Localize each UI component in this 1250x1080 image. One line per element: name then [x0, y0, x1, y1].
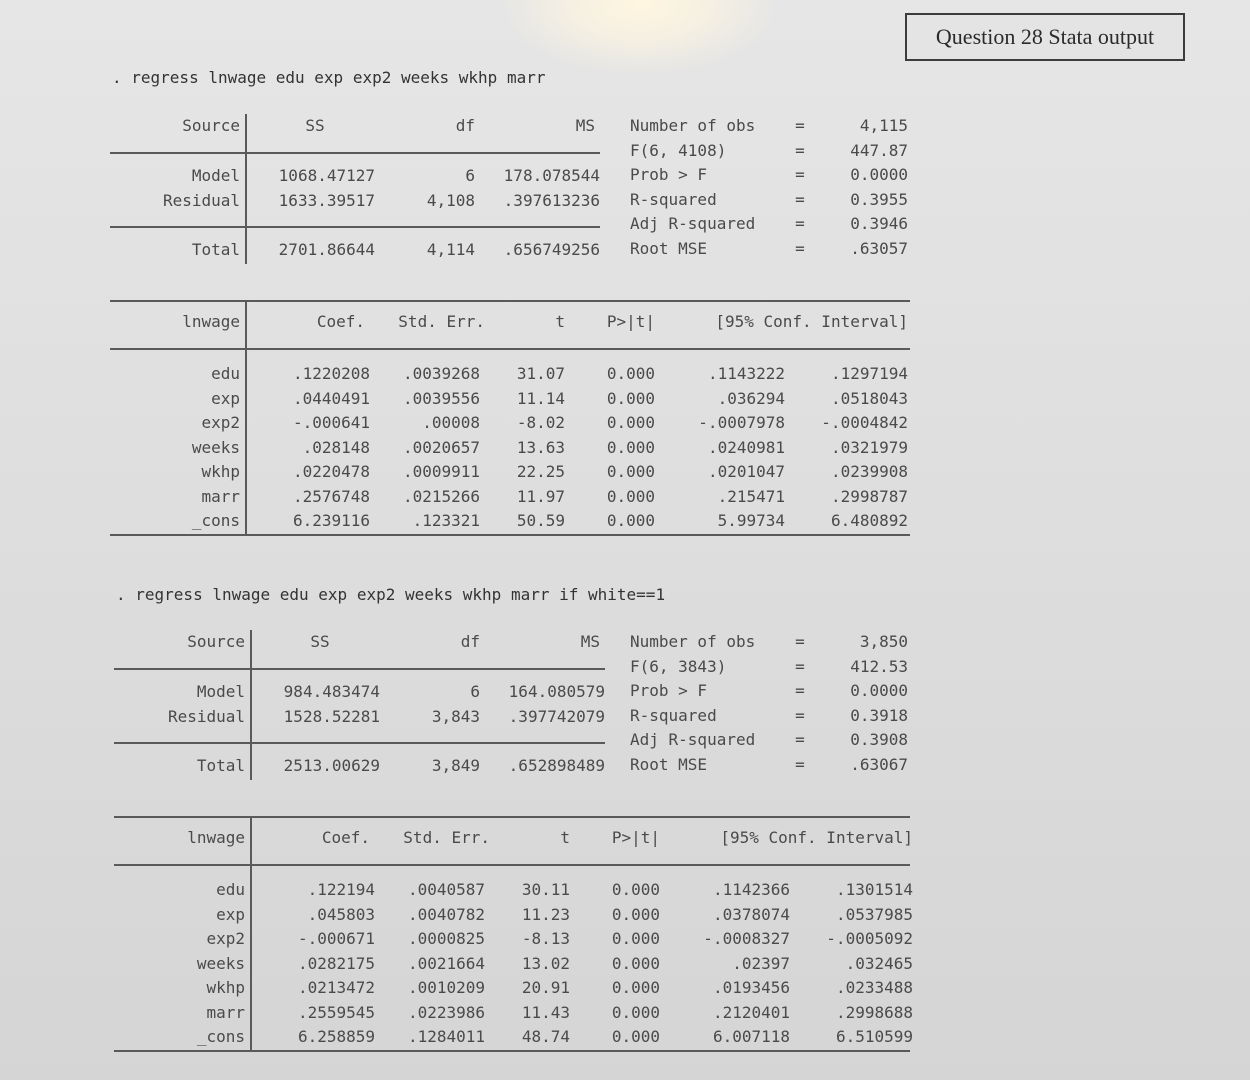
anova-header-rule [110, 152, 600, 154]
coef-var: exp [216, 904, 245, 924]
coef-var: exp [211, 388, 240, 408]
coef-p: 0.000 [611, 953, 660, 973]
coef-top-rule [110, 300, 910, 302]
ms-header: MS [580, 632, 600, 651]
coef-divider [250, 816, 252, 1051]
p-header: P>|t| [611, 828, 660, 847]
coef-value: .0282175 [297, 953, 375, 973]
stat-label: Number of obs [630, 632, 756, 651]
coef-value: .2559545 [297, 1002, 375, 1022]
stat-label: R-squared [630, 705, 717, 725]
t-header: t [555, 312, 565, 331]
coef-ci-high: 6.480892 [830, 511, 908, 530]
coef-ci-low: .215471 [717, 486, 785, 506]
ms-header: MS [575, 116, 595, 135]
coef-ci-low: 5.99734 [717, 511, 785, 530]
stat-equals: = [795, 239, 805, 258]
coef-p: 0.000 [606, 486, 655, 506]
anova-source: Model [196, 682, 245, 701]
coef-t: -8.13 [521, 929, 570, 948]
conf-interval-header: [95% Conf. Interval] [720, 828, 913, 847]
coef-ci-high: .1301514 [835, 880, 913, 899]
coef-t: -8.02 [516, 413, 565, 432]
coef-var: weeks [196, 953, 245, 973]
dep-var-header: lnwage [182, 312, 240, 331]
coef-value: .122194 [307, 880, 375, 899]
stat-label: Prob > F [630, 165, 708, 185]
coef-value: .0213472 [297, 978, 375, 997]
coef-t: 13.63 [516, 437, 565, 457]
anova-ms: .656749256 [503, 240, 600, 259]
anova-source: Residual [162, 191, 240, 210]
stat-label: F(6, 4108) [630, 140, 727, 160]
anova-divider [250, 630, 252, 780]
coef-header-rule [114, 864, 910, 866]
stat-value: 4,115 [859, 116, 908, 135]
coef-p: 0.000 [611, 978, 660, 997]
stat-value: 0.0000 [850, 681, 908, 701]
df-header: df [455, 116, 475, 135]
source-header: Source [182, 116, 240, 135]
stat-label: Adj R-squared [630, 730, 756, 750]
regress-command: . regress lnwage edu exp exp2 weeks wkhp marr [112, 68, 546, 87]
coef-ci-high: -.0005092 [826, 929, 913, 948]
anova-ss: 2701.86644 [278, 240, 375, 259]
coef-var: wkhp [206, 978, 245, 997]
anova-df: 6 [470, 682, 480, 701]
coef-var: _cons [191, 511, 240, 530]
coef-std-err: .0020657 [402, 437, 480, 457]
source-header: Source [187, 632, 245, 651]
std-err-header: Std. Err. [403, 828, 490, 847]
coef-ci-low: .0378074 [712, 904, 790, 924]
coef-bottom-rule [114, 1050, 910, 1052]
coef-ci-high: 6.510599 [835, 1027, 913, 1046]
coef-ci-high: .2998787 [830, 486, 908, 506]
coef-p: 0.000 [606, 413, 655, 432]
anova-ss: 984.483474 [283, 682, 380, 701]
anova-df: 3,849 [431, 756, 480, 775]
stat-equals: = [795, 705, 805, 725]
anova-ms: 164.080579 [508, 682, 605, 701]
anova-source: Total [196, 756, 245, 775]
coef-var: edu [216, 880, 245, 899]
coef-ci-low: .0201047 [707, 462, 785, 481]
coef-t: 50.59 [516, 511, 565, 530]
coef-var: weeks [191, 437, 240, 457]
anova-ms: 178.078544 [503, 166, 600, 185]
coef-value: .1220208 [292, 364, 370, 383]
coef-ci-low: .0193456 [712, 978, 790, 997]
coef-std-err: .0040587 [407, 880, 485, 899]
regress-command: . regress lnwage edu exp exp2 weeks wkhp marr if white==1 [116, 585, 666, 604]
stat-equals: = [795, 632, 805, 651]
stat-value: 0.3918 [850, 705, 908, 725]
anova-ss: 1528.52281 [283, 707, 380, 726]
coef-t: 11.43 [521, 1002, 570, 1022]
df-header: df [460, 632, 480, 651]
stat-label: Adj R-squared [630, 214, 756, 234]
coef-ci-high: .1297194 [830, 364, 908, 383]
stat-value: 0.3955 [850, 189, 908, 209]
coef-header-rule [110, 348, 910, 350]
anova-df: 4,108 [426, 191, 475, 210]
coef-header: Coef. [316, 312, 365, 331]
coef-std-err: .0009911 [402, 462, 480, 481]
coef-ci-high: .0518043 [830, 388, 908, 408]
coef-divider [245, 300, 247, 535]
coef-t: 48.74 [521, 1027, 570, 1046]
coef-p: 0.000 [606, 388, 655, 408]
coef-p: 0.000 [611, 929, 660, 948]
anova-source: Residual [167, 707, 245, 726]
stat-value: 412.53 [850, 656, 908, 676]
stat-equals: = [795, 730, 805, 750]
coef-var: exp2 [206, 929, 245, 948]
anova-source: Model [191, 166, 240, 185]
coef-ci-high: .0537985 [835, 904, 913, 924]
page-title: Question 28 Stata output [905, 13, 1185, 61]
stat-equals: = [795, 755, 805, 774]
coef-value: 6.258859 [297, 1027, 375, 1046]
coef-ci-high: .032465 [845, 953, 913, 973]
anova-ss: 2513.00629 [283, 756, 380, 775]
stat-label: Prob > F [630, 681, 708, 701]
coef-var: exp2 [201, 413, 240, 432]
coef-ci-low: -.0008327 [703, 929, 790, 948]
coef-t: 11.14 [516, 388, 565, 408]
stat-equals: = [795, 140, 805, 160]
stat-equals: = [795, 165, 805, 185]
coef-value: -.000671 [297, 929, 375, 948]
coef-std-err: .0010209 [407, 978, 485, 997]
anova-df: 6 [465, 166, 475, 185]
coef-value: 6.239116 [292, 511, 370, 530]
coef-p: 0.000 [606, 437, 655, 457]
coef-t: 11.23 [521, 904, 570, 924]
anova-df: 4,114 [426, 240, 475, 259]
t-header: t [560, 828, 570, 847]
coef-ci-low: 6.007118 [712, 1027, 790, 1046]
coef-std-err: .0039268 [402, 364, 480, 383]
ss-header: SS [310, 632, 330, 651]
coef-p: 0.000 [606, 511, 655, 530]
coef-value: .028148 [302, 437, 370, 457]
coef-ci-low: .1143222 [707, 364, 785, 383]
anova-header-rule [114, 668, 605, 670]
stat-label: F(6, 3843) [630, 656, 727, 676]
stat-equals: = [795, 681, 805, 701]
coef-value: .0220478 [292, 462, 370, 481]
coef-value: .045803 [307, 904, 375, 924]
anova-ss: 1068.47127 [278, 166, 375, 185]
stat-value: 3,850 [859, 632, 908, 651]
coef-ci-low: .2120401 [712, 1002, 790, 1022]
coef-p: 0.000 [606, 364, 655, 383]
coef-t: 22.25 [516, 462, 565, 481]
stat-equals: = [795, 656, 805, 676]
stat-value: 447.87 [850, 140, 908, 160]
ss-header: SS [305, 116, 325, 135]
coef-t: 13.02 [521, 953, 570, 973]
coef-p: 0.000 [611, 904, 660, 924]
coef-std-err: .1284011 [407, 1027, 485, 1046]
conf-interval-header: [95% Conf. Interval] [715, 312, 908, 331]
stat-equals: = [795, 189, 805, 209]
coef-var: edu [211, 364, 240, 383]
stat-equals: = [795, 116, 805, 135]
coef-p: 0.000 [611, 1027, 660, 1046]
coef-std-err: .0223986 [407, 1002, 485, 1022]
p-header: P>|t| [606, 312, 655, 331]
coef-value: -.000641 [292, 413, 370, 432]
coef-value: .0440491 [292, 388, 370, 408]
coef-ci-high: .2998688 [835, 1002, 913, 1022]
coef-p: 0.000 [611, 1002, 660, 1022]
anova-ms: .397742079 [508, 707, 605, 726]
anova-source: Total [191, 240, 240, 259]
coef-ci-high: -.0004842 [821, 413, 908, 432]
coef-std-err: .0021664 [407, 953, 485, 973]
coef-t: 20.91 [521, 978, 570, 997]
stat-label: R-squared [630, 189, 717, 209]
coef-ci-low: .1142366 [712, 880, 790, 899]
coef-p: 0.000 [611, 880, 660, 899]
coef-std-err: .0039556 [402, 388, 480, 408]
coef-std-err: .0000825 [407, 929, 485, 948]
coef-var: marr [206, 1002, 245, 1022]
stat-equals: = [795, 214, 805, 234]
stat-value: 0.3946 [850, 214, 908, 234]
coef-std-err: .123321 [412, 511, 480, 530]
coef-std-err: .0040782 [407, 904, 485, 924]
anova-total-rule [114, 742, 605, 744]
coef-bottom-rule [110, 534, 910, 536]
coef-ci-low: .036294 [717, 388, 785, 408]
anova-total-rule [110, 226, 600, 228]
anova-df: 3,843 [431, 707, 480, 726]
anova-ss: 1633.39517 [278, 191, 375, 210]
stat-value: 0.0000 [850, 165, 908, 185]
coef-t: 31.07 [516, 364, 565, 383]
stat-label: Root MSE [630, 239, 708, 258]
coef-var: _cons [196, 1027, 245, 1046]
coef-ci-high: .0233488 [835, 978, 913, 997]
stat-label: Root MSE [630, 755, 708, 774]
coef-ci-high: .0239908 [830, 462, 908, 481]
anova-ms: .397613236 [503, 191, 600, 210]
stat-value: 0.3908 [850, 730, 908, 750]
coef-t: 11.97 [516, 486, 565, 506]
stat-label: Number of obs [630, 116, 756, 135]
coef-p: 0.000 [606, 462, 655, 481]
coef-var: marr [201, 486, 240, 506]
coef-var: wkhp [201, 462, 240, 481]
dep-var-header: lnwage [187, 828, 245, 847]
std-err-header: Std. Err. [398, 312, 485, 331]
coef-value: .2576748 [292, 486, 370, 506]
coef-ci-high: .0321979 [830, 437, 908, 457]
coef-t: 30.11 [521, 880, 570, 899]
coef-std-err: .00008 [422, 413, 480, 432]
coef-ci-low: .0240981 [707, 437, 785, 457]
coef-ci-low: -.0007978 [698, 413, 785, 432]
stat-value: .63067 [850, 755, 908, 774]
anova-divider [245, 114, 247, 264]
coef-std-err: .0215266 [402, 486, 480, 506]
stat-value: .63057 [850, 239, 908, 258]
anova-ms: .652898489 [508, 756, 605, 775]
coef-top-rule [114, 816, 910, 818]
coef-header: Coef. [321, 828, 370, 847]
coef-ci-low: .02397 [732, 953, 790, 973]
